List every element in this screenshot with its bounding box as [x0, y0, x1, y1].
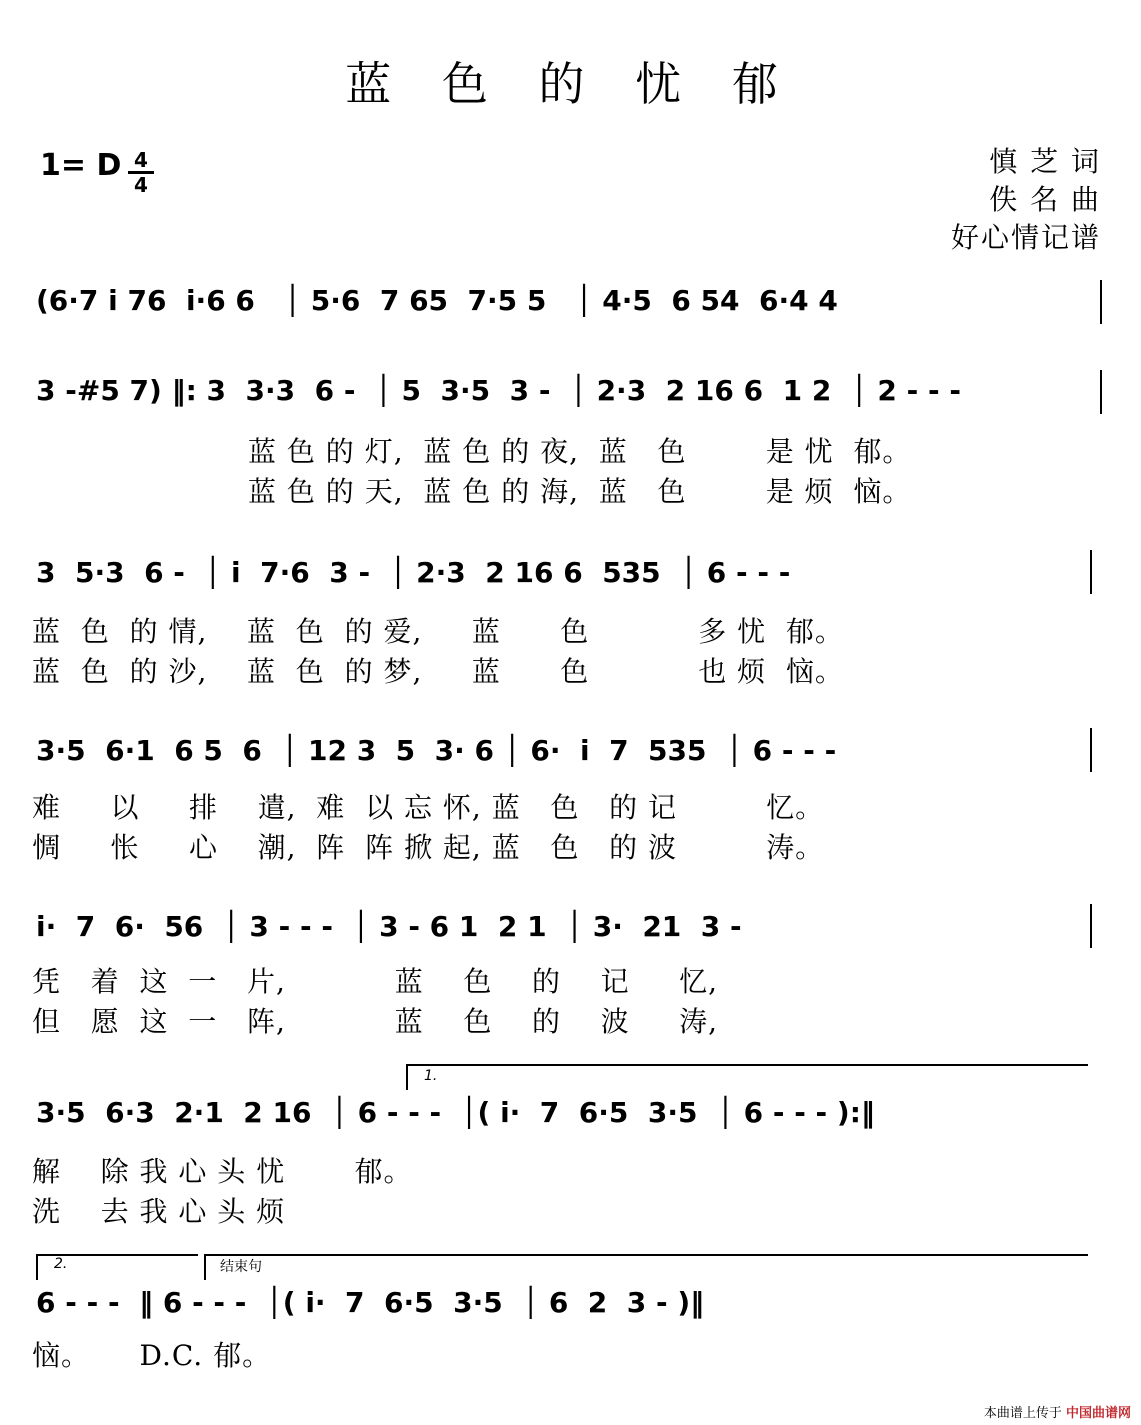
lyric-line-6b: 洗 去 我 心 头 烦 [32, 1195, 286, 1228]
score-line-5: i· 7 6· 56 │ 3 - - - │ 3 - 6 1 2 1 │ 3· 21 3 - [36, 910, 742, 943]
coda-bracket [204, 1254, 1088, 1280]
score-line-7: 6 - - - ‖ 6 - - - │( i· 7 6·5 3·5 │ 6 2 3 - )‖ [36, 1286, 705, 1319]
lyric-line-2b: 蓝 色 的 天, 蓝 色 的 海, 蓝 色 是 烦 恼。 [248, 475, 912, 508]
source-footer [984, 1402, 1131, 1421]
lyric-line-6a: 解 除 我 心 头 忧 郁。 [32, 1155, 413, 1188]
site-logo: 中国曲谱网 [1065, 1406, 1131, 1421]
footer-text: 本曲谱上传于 [983, 1406, 1062, 1421]
key-signature: 1= D [40, 148, 122, 183]
composer-credit: 佚 名 曲 [989, 183, 1101, 216]
score-line-6: 3·5 6·3 2·1 2 16 │ 6 - - - │( i· 7 6·5 3·5 │ 6 - - - ):‖ [36, 1096, 875, 1129]
lyricist-credit: 慎 芝 词 [989, 145, 1101, 178]
lyric-line-3b: 蓝 色 的 沙, 蓝 色 的 梦, 蓝 色 也 烦 恼。 [32, 655, 844, 688]
score-line-1: (6·7 i 76 i·6 6 │ 5·6 7 65 7·5 5 │ 4·5 6 54 6·4 4 [36, 284, 838, 317]
lyric-line-2a: 蓝 色 的 灯, 蓝 色 的 夜, 蓝 色 是 忧 郁。 [248, 435, 912, 468]
score-line-4: 3·5 6·1 6 5 6 │ 12 3 5 3· 6 │ 6· i 7 535 │ 6 - - - [36, 734, 837, 767]
transcriber-credit: 好心情记谱 [950, 221, 1101, 254]
score-line-2: 3 -#5 7) ‖: 3 3·3 6 - │ 5 3·5 3 - │ 2·3 2 16 6 1 2 │ 2 - - - [36, 374, 961, 407]
volta-label-1: 1. [424, 1068, 438, 1084]
page-title: 蓝 色 的 忧 郁 [345, 57, 796, 111]
score-line-3: 3 5·3 6 - │ i 7·6 3 - │ 2·3 2 16 6 535 │ 6 - - - [36, 556, 791, 589]
coda-label: 结束句 [220, 1259, 262, 1275]
time-signature [128, 150, 154, 195]
lyric-line-5a: 凭 着 这 一 片, 蓝 色 的 记 忆, [32, 965, 719, 998]
lyric-line-7a: 恼。 D.C. 郁。 [32, 1339, 272, 1372]
lyric-line-3a: 蓝 色 的 情, 蓝 色 的 爱, 蓝 色 多 忧 郁。 [32, 615, 844, 648]
lyric-line-5b: 但 愿 这 一 阵, 蓝 色 的 波 涛, [32, 1005, 719, 1038]
meter-bottom: 4 [134, 173, 148, 197]
lyric-line-4b: 惆 怅 心 潮, 阵 阵 掀 起, 蓝 色 的 波 涛。 [32, 831, 825, 864]
volta-bracket-1 [406, 1064, 1088, 1090]
lyric-line-4a: 难 以 排 遣, 难 以 忘 怀, 蓝 色 的 记 忆。 [32, 791, 825, 824]
meter-top: 4 [134, 148, 148, 172]
volta-label-2: 2. [54, 1256, 68, 1272]
